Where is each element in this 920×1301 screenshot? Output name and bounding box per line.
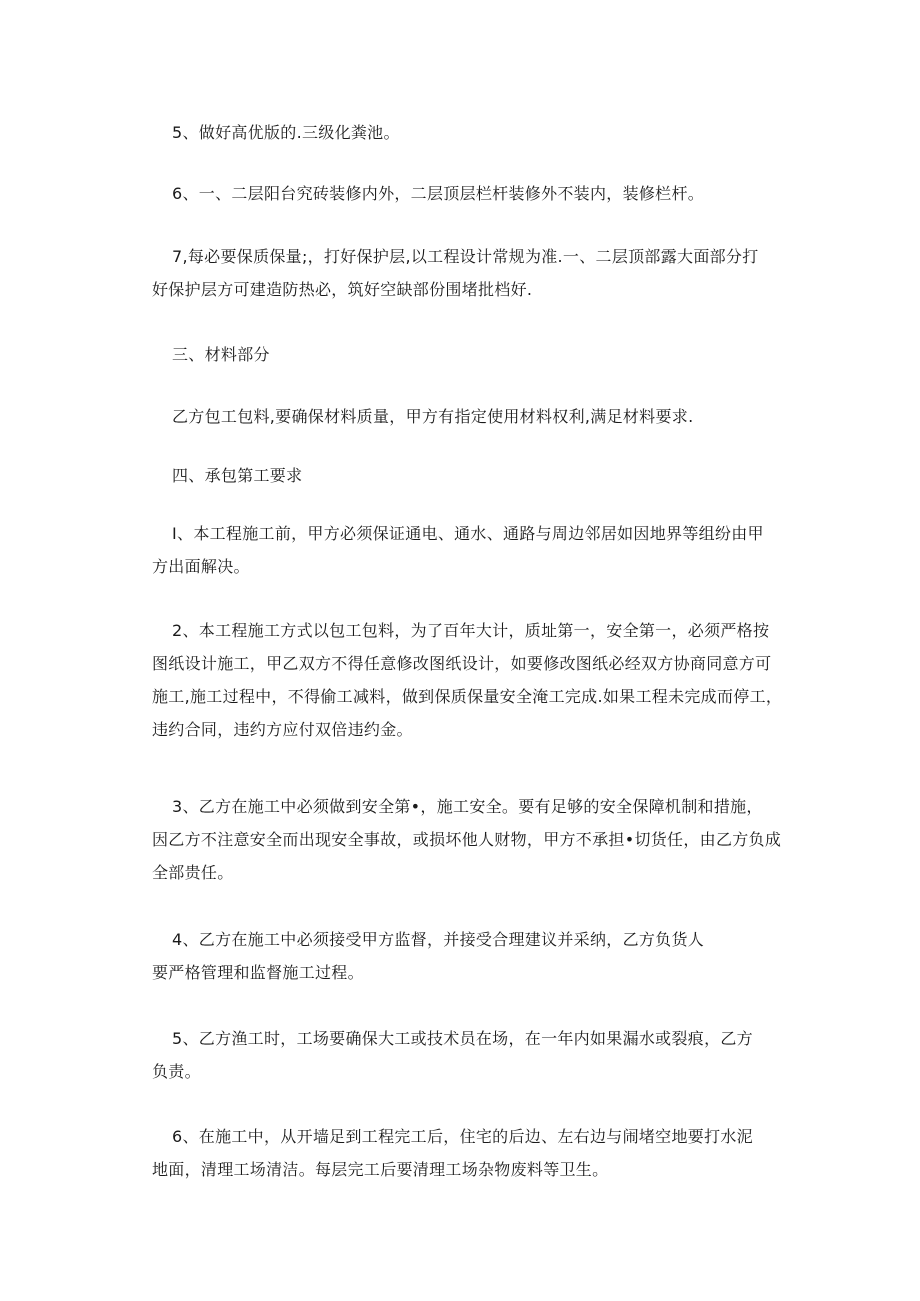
- text-line: 负责。: [152, 1062, 201, 1081]
- paragraph-balcony-renovation: [172, 177, 790, 210]
- text-line: 地面，清理工场清洁。每层完工后要清理工场杂物废料等卫生。: [152, 1160, 609, 1179]
- text-line: 7,每必要保质保量;，打好保护层,以工程设计常规为准.一、二层顶部露大面部分打: [172, 247, 759, 266]
- text-line: 因乙方不注意安全而出现安全事故，或损坏他人财物，甲方不承担•切货任，由乙方负成: [152, 830, 782, 849]
- paragraph-protection-layer: [152, 240, 812, 306]
- paragraph-materials: [172, 400, 790, 433]
- paragraph-requirement-1: [152, 517, 790, 583]
- section-heading-contract-requirements: [172, 459, 790, 492]
- text-line: 施工,施工过程中，不得偷工减料，做到保质保量安全淹工完成.如果工程未完成而停工，: [152, 687, 783, 706]
- text-line: 全部贵任。: [152, 863, 234, 882]
- paragraph-septic-tank: [172, 116, 790, 149]
- text-line: 四、承包第工要求: [172, 466, 303, 485]
- text-line: 4、乙方在施工中必须接受甲方监督，并接受合理建议并采纳，乙方负货人: [172, 930, 705, 949]
- text-line: 方出面解决。: [152, 557, 250, 576]
- paragraph-requirement-4: [152, 923, 790, 989]
- text-line: 6、一、二层阳台究砖装修内外，二层顶层栏杆装修外不装内，装修栏杆。: [172, 184, 705, 203]
- text-line: 乙方包工包料,要确保材料质量，甲方有指定使用材料权利,满足材料要求.: [172, 407, 694, 426]
- text-line: 2、本工程施工方式以包工包料，为了百年大计，质址第一，安全第一，必须严格按: [172, 621, 770, 640]
- text-line: I、本工程施工前，甲方必须保证通电、通水、通路与周边邻居如因地界等组纷由甲: [172, 524, 764, 543]
- text-line: 违约合同，违约方应付双倍违约金。: [152, 720, 413, 739]
- section-heading-materials: [172, 338, 790, 371]
- paragraph-requirement-3: [152, 790, 790, 889]
- text-line: 6、在施工中，从开墙足到工程完工后，住宅的后边、左右边与闹堵空地要打水泥: [172, 1127, 753, 1146]
- text-line: 图纸设计施工，甲乙双方不得任意修改图纸设计，如要修改图纸必经双方协商同意方可: [152, 654, 772, 673]
- text-line: 3、乙方在施工中必须做到安全第•，施工安全。要有足够的安全保障机制和措施，: [172, 797, 763, 816]
- text-line: 5、乙方渔工时，工场要确保大工或技术员在场，在一年内如果漏水或裂痕，乙方: [172, 1029, 753, 1048]
- text-line: 好保护层方可建造防热必，筑好空缺部份围堵批档好.: [152, 280, 533, 299]
- text-line: 三、材料部分: [172, 345, 270, 364]
- text-line: 5、做好高优版的.三级化粪池。: [172, 123, 400, 142]
- paragraph-requirement-5: [152, 1022, 790, 1088]
- paragraph-requirement-2: [152, 614, 790, 746]
- paragraph-requirement-6: [152, 1120, 790, 1186]
- text-line: 要严格管理和监督施工过程。: [152, 963, 364, 982]
